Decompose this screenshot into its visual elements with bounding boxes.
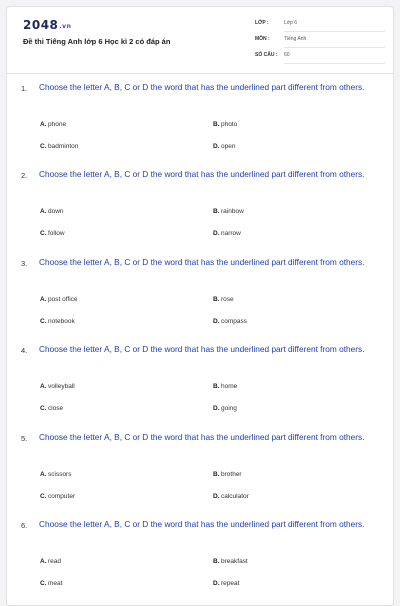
meta-subject-value: Tiếng Anh bbox=[284, 36, 307, 42]
option-text: going bbox=[221, 405, 237, 412]
option-text: volleyball bbox=[48, 383, 75, 390]
question-text: Choose the letter A, B, C or D the word that has the underlined part different from others. bbox=[39, 257, 365, 267]
meta-subject-label: MÔN : bbox=[255, 36, 270, 42]
option-letter: A. bbox=[40, 208, 47, 215]
question-number: 3. bbox=[21, 259, 28, 268]
option-text: down bbox=[48, 208, 64, 215]
option-letter: C. bbox=[40, 580, 47, 587]
exam-sheet bbox=[6, 6, 394, 606]
meta-class-value: Lớp 6 bbox=[284, 20, 298, 26]
option-text: rainbow bbox=[221, 208, 244, 215]
option-text: close bbox=[48, 405, 64, 412]
question-number: 1. bbox=[21, 84, 28, 93]
option-letter: C. bbox=[40, 318, 47, 325]
option-text: follow bbox=[48, 230, 65, 237]
option-text: narrow bbox=[221, 230, 241, 237]
meta-class-label: LỚP : bbox=[255, 20, 269, 26]
option-letter: B. bbox=[213, 558, 220, 565]
option-letter: A. bbox=[40, 558, 47, 565]
question-text: Choose the letter A, B, C or D the word that has the underlined part different from others. bbox=[39, 82, 365, 92]
option-letter: A. bbox=[40, 296, 47, 303]
option-letter: D. bbox=[213, 493, 220, 500]
option-letter: A. bbox=[40, 121, 47, 128]
option-text: post office bbox=[48, 296, 78, 303]
option-letter: D. bbox=[213, 580, 220, 587]
meta-count-label: SỐ CÂU : bbox=[255, 52, 278, 58]
question-number: 2. bbox=[21, 171, 28, 180]
question-text: Choose the letter A, B, C or D the word that has the underlined part different from others. bbox=[39, 344, 365, 354]
meta-class-line bbox=[284, 31, 385, 32]
option-letter: A. bbox=[40, 471, 47, 478]
option-text: repeat bbox=[221, 580, 240, 587]
option-text: computer bbox=[48, 493, 76, 500]
meta-count-line bbox=[284, 63, 385, 64]
option-text: rose bbox=[221, 296, 234, 303]
option-text: brother bbox=[221, 471, 242, 478]
option-text: read bbox=[48, 558, 62, 565]
site-logo[interactable] bbox=[23, 18, 71, 32]
option-letter: D. bbox=[213, 405, 220, 412]
header-divider bbox=[7, 73, 393, 74]
question-text: Choose the letter A, B, C or D the word that has the underlined part different from others. bbox=[39, 432, 365, 442]
option-text: badminton bbox=[48, 143, 79, 150]
option-text: home bbox=[221, 383, 238, 390]
option-letter: B. bbox=[213, 471, 220, 478]
option-letter: C. bbox=[40, 230, 47, 237]
question-number: 6. bbox=[21, 521, 28, 530]
option-text: compass bbox=[221, 318, 248, 325]
exam-title: Đề thi Tiếng Anh lớp 6 Học kì 2 có đáp án bbox=[23, 37, 171, 46]
logo-text: 2048 bbox=[23, 18, 59, 32]
option-text: open bbox=[221, 143, 236, 150]
meta-subject-row bbox=[255, 33, 385, 48]
option-letter: D. bbox=[213, 318, 220, 325]
option-letter: C. bbox=[40, 493, 47, 500]
option-text: calculator bbox=[221, 493, 249, 500]
option-letter: C. bbox=[40, 143, 47, 150]
option-text: phone bbox=[48, 121, 67, 128]
meta-subject-line bbox=[284, 47, 385, 48]
option-text: meat bbox=[48, 580, 63, 587]
logo-domain: .vn bbox=[59, 23, 72, 30]
option-letter: B. bbox=[213, 121, 220, 128]
option-letter: B. bbox=[213, 208, 220, 215]
question-number: 5. bbox=[21, 434, 28, 443]
question-text: Choose the letter A, B, C or D the word that has the underlined part different from others. bbox=[39, 519, 365, 529]
option-letter: D. bbox=[213, 143, 220, 150]
option-letter: B. bbox=[213, 296, 220, 303]
meta-class-row bbox=[255, 17, 385, 32]
option-letter: D. bbox=[213, 230, 220, 237]
option-text: scissors bbox=[48, 471, 72, 478]
option-letter: B. bbox=[213, 383, 220, 390]
option-text: notebook bbox=[48, 318, 75, 325]
question-text: Choose the letter A, B, C or D the word that has the underlined part different from others. bbox=[39, 169, 365, 179]
meta-count-row bbox=[255, 49, 385, 64]
exam-header bbox=[7, 7, 393, 73]
meta-count-value: 60 bbox=[284, 52, 290, 58]
option-text: breakfast bbox=[221, 558, 248, 565]
option-letter: C. bbox=[40, 405, 47, 412]
question-number: 4. bbox=[21, 346, 28, 355]
option-letter: A. bbox=[40, 383, 47, 390]
option-text: photo bbox=[221, 121, 238, 128]
